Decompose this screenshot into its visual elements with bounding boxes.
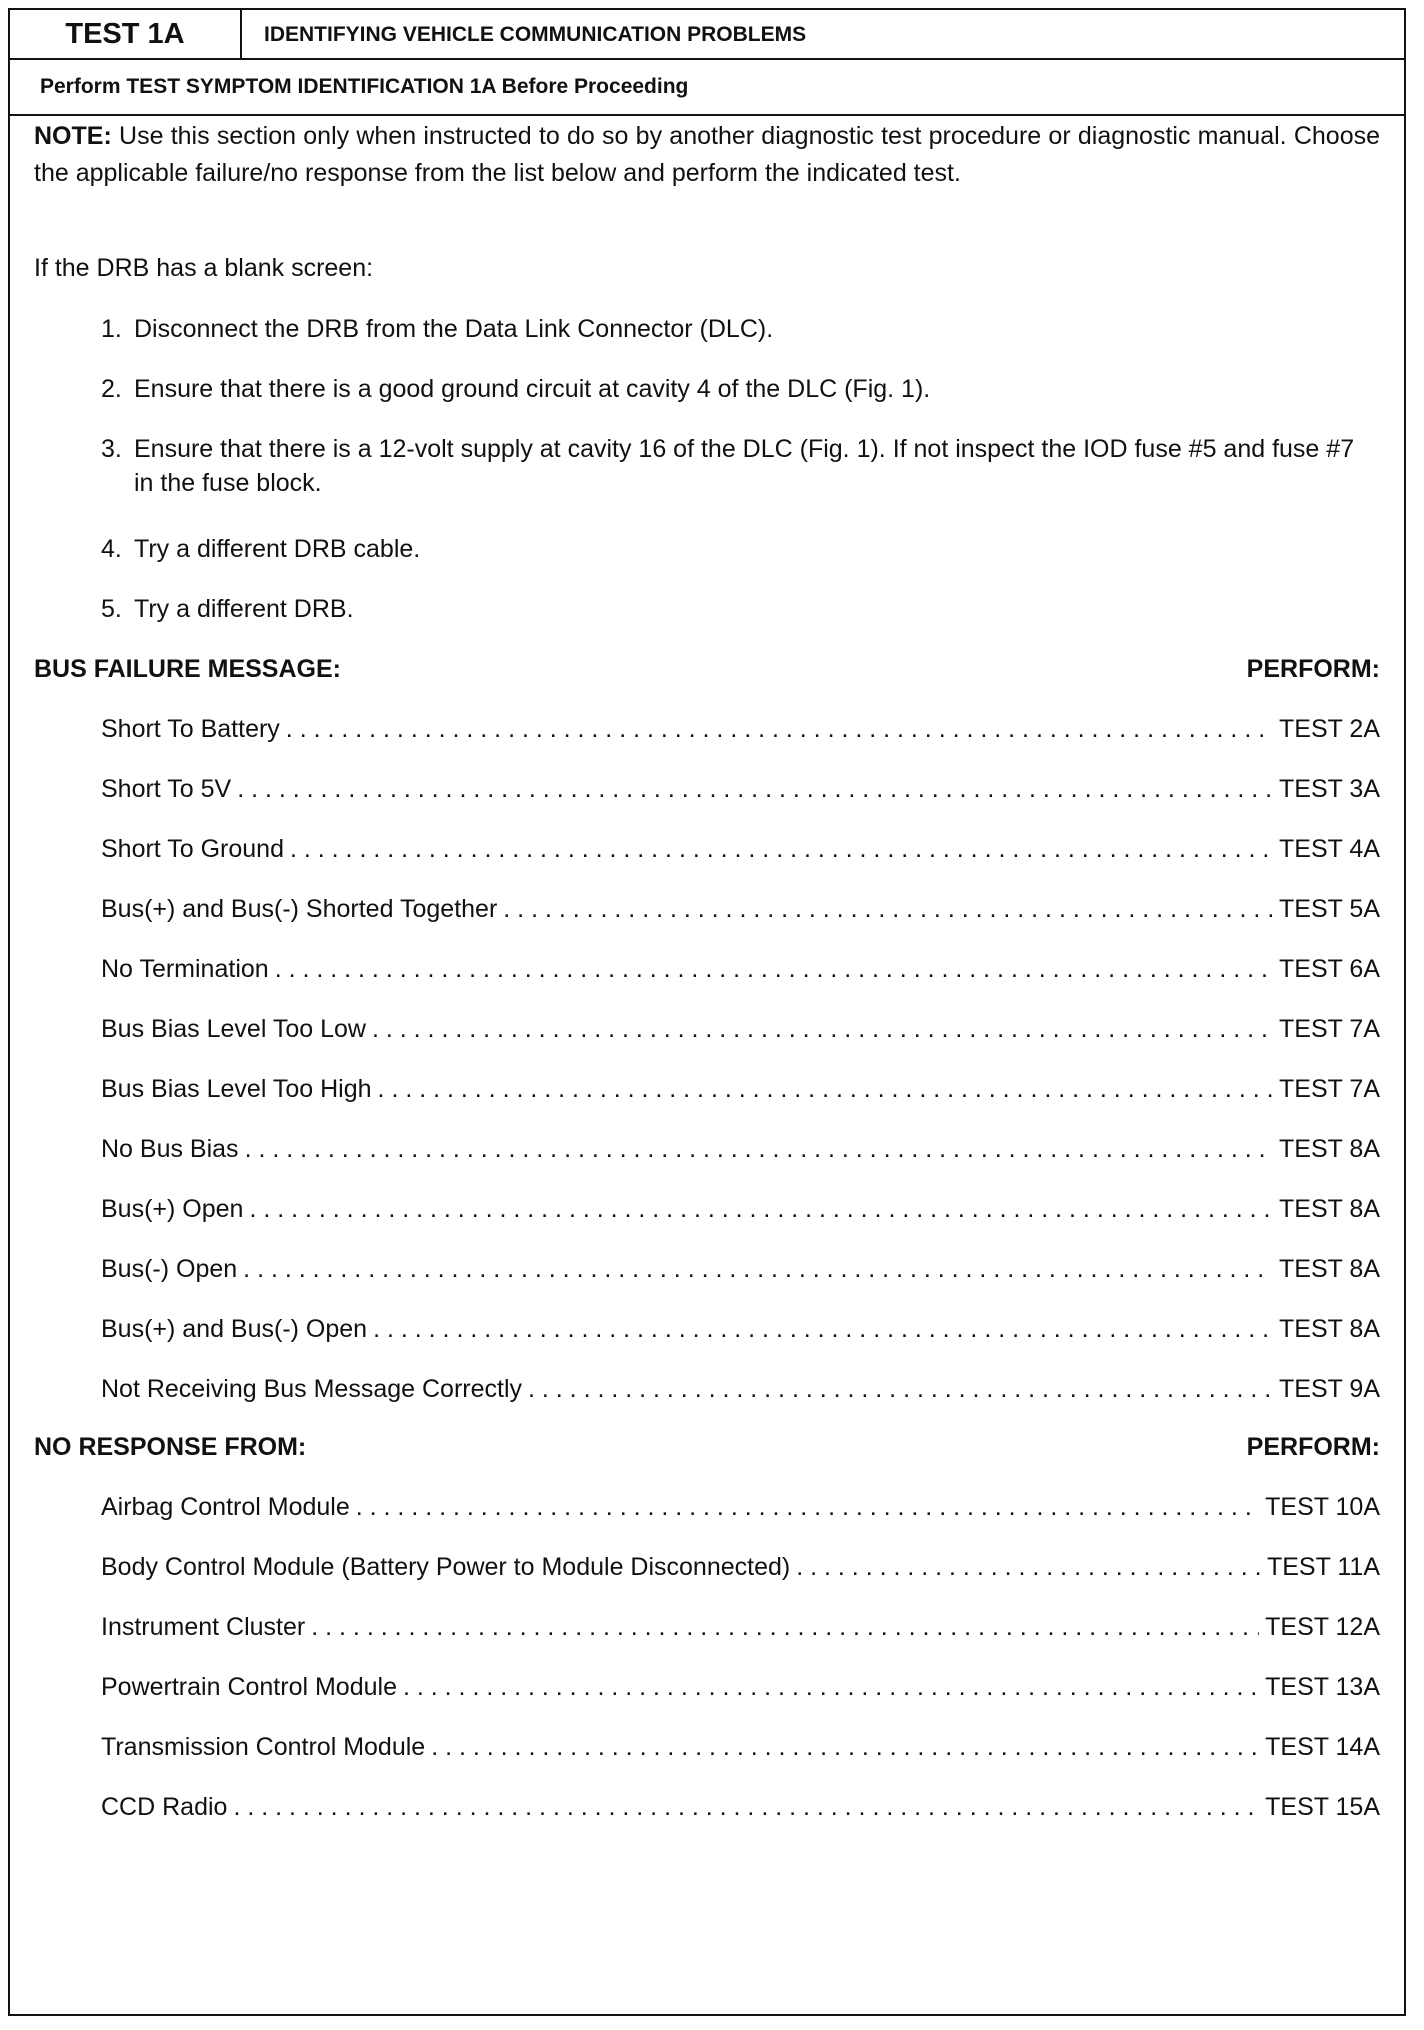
leader-dots xyxy=(237,775,1273,804)
item-label: Bus(+) and Bus(-) Shorted Together xyxy=(101,895,498,923)
list-item xyxy=(101,1075,1380,1104)
item-label: Instrument Cluster xyxy=(101,1613,306,1641)
item-test: TEST 9A xyxy=(1279,1375,1380,1403)
step-number: 3. xyxy=(101,435,122,463)
test-id-cell: TEST 1A xyxy=(10,10,242,58)
item-test: TEST 8A xyxy=(1279,1195,1380,1223)
item-label: Powertrain Control Module xyxy=(101,1673,397,1701)
item-label: Short To 5V xyxy=(101,775,232,803)
leader-dots xyxy=(372,1015,1273,1044)
item-test: TEST 8A xyxy=(1279,1135,1380,1163)
item-label: CCD Radio xyxy=(101,1793,228,1821)
note-paragraph xyxy=(34,118,1380,192)
list-item xyxy=(101,1015,1380,1044)
item-test: TEST 3A xyxy=(1279,775,1380,803)
list-item xyxy=(101,775,1380,804)
leader-dots xyxy=(286,715,1273,744)
section-title: BUS FAILURE MESSAGE: xyxy=(34,655,341,683)
item-label: Bus(+) and Bus(-) Open xyxy=(101,1315,368,1343)
item-test: TEST 6A xyxy=(1279,955,1380,983)
no-response-heading xyxy=(34,1433,1380,1462)
list-item xyxy=(101,1733,1380,1762)
item-test: TEST 7A xyxy=(1279,1075,1380,1103)
note-label: NOTE: xyxy=(34,122,112,150)
item-label: Bus(+) Open xyxy=(101,1195,244,1223)
section-title: NO RESPONSE FROM: xyxy=(34,1433,307,1461)
leader-dots xyxy=(249,1195,1273,1224)
item-test: TEST 13A xyxy=(1265,1673,1380,1701)
item-label: Body Control Module (Battery Power to Module Disconnected) xyxy=(101,1553,791,1581)
item-label: Bus Bias Level Too Low xyxy=(101,1015,366,1043)
leader-dots xyxy=(290,835,1273,864)
step-item xyxy=(101,432,1381,500)
list-item xyxy=(101,1553,1380,1582)
perform-label: PERFORM: xyxy=(1246,1433,1380,1461)
prerequisite-line: Perform TEST SYMPTOM IDENTIFICATION 1A Before Proceeding xyxy=(10,60,1404,116)
item-label: Not Receiving Bus Message Correctly xyxy=(101,1375,522,1403)
leader-dots xyxy=(275,955,1273,984)
item-label: Short To Ground xyxy=(101,835,284,863)
item-label: Short To Battery xyxy=(101,715,280,743)
leader-dots xyxy=(373,1315,1273,1344)
leader-dots xyxy=(243,1255,1273,1284)
step-text: Ensure that there is a good ground circuit at cavity 4 of the DLC (Fig. 1). xyxy=(134,375,931,403)
step-number: 2. xyxy=(101,375,122,403)
list-item xyxy=(101,715,1380,744)
item-test: TEST 5A xyxy=(1279,895,1380,923)
step-item xyxy=(101,592,1381,626)
list-item xyxy=(101,1613,1380,1642)
list-item xyxy=(101,1195,1380,1224)
step-item xyxy=(101,312,1381,346)
blank-screen-intro: If the DRB has a blank screen: xyxy=(34,254,374,282)
leader-dots xyxy=(245,1135,1273,1164)
step-number: 5. xyxy=(101,595,122,623)
test-form-frame xyxy=(8,8,1406,2016)
list-item xyxy=(101,895,1380,924)
leader-dots xyxy=(503,895,1273,924)
perform-label: PERFORM: xyxy=(1246,655,1380,683)
step-text: Try a different DRB cable. xyxy=(134,535,421,563)
leader-dots xyxy=(378,1075,1273,1104)
step-text: Ensure that there is a 12-volt supply at cavity 16 of the DLC (Fig. 1). If not inspect the IOD fuse #5 and fuse #7 in the fuse block. xyxy=(134,435,1355,497)
step-text: Try a different DRB. xyxy=(134,595,354,623)
leader-dots xyxy=(233,1793,1259,1822)
list-item xyxy=(101,1375,1380,1404)
leader-dots xyxy=(403,1673,1259,1702)
item-test: TEST 10A xyxy=(1265,1493,1380,1521)
item-test: TEST 12A xyxy=(1265,1613,1380,1641)
item-label: Airbag Control Module xyxy=(101,1493,350,1521)
leader-dots xyxy=(311,1613,1259,1642)
header-bar xyxy=(10,10,1404,60)
list-item xyxy=(101,955,1380,984)
item-label: No Termination xyxy=(101,955,269,983)
step-number: 1. xyxy=(101,315,122,343)
item-label: Bus(-) Open xyxy=(101,1255,238,1283)
item-test: TEST 14A xyxy=(1265,1733,1380,1761)
step-item xyxy=(101,372,1381,406)
list-item xyxy=(101,1135,1380,1164)
leader-dots xyxy=(431,1733,1259,1762)
item-test: TEST 4A xyxy=(1279,835,1380,863)
item-label: Transmission Control Module xyxy=(101,1733,426,1761)
leader-dots xyxy=(796,1553,1261,1582)
list-item xyxy=(101,1673,1380,1702)
list-item xyxy=(101,1493,1380,1522)
leader-dots xyxy=(356,1493,1259,1522)
bus-failure-heading xyxy=(34,655,1380,684)
item-test: TEST 7A xyxy=(1279,1015,1380,1043)
list-item xyxy=(101,1793,1380,1822)
list-item xyxy=(101,1255,1380,1284)
item-test: TEST 11A xyxy=(1266,1553,1380,1581)
item-test: TEST 8A xyxy=(1279,1255,1380,1283)
step-number: 4. xyxy=(101,535,122,563)
list-item xyxy=(101,835,1380,864)
list-item xyxy=(101,1315,1380,1344)
step-text: Disconnect the DRB from the Data Link Connector (DLC). xyxy=(134,315,774,343)
leader-dots xyxy=(528,1375,1273,1404)
test-title: IDENTIFYING VEHICLE COMMUNICATION PROBLEMS xyxy=(264,23,807,46)
item-test: TEST 15A xyxy=(1265,1793,1380,1821)
note-text: Use this section only when instructed to do so by another diagnostic test procedure or diagnostic manual. Choose the applicable failure/no response from the list below and perform the indicated test. xyxy=(34,122,1380,187)
item-label: Bus Bias Level Too High xyxy=(101,1075,372,1103)
item-label: No Bus Bias xyxy=(101,1135,239,1163)
step-item xyxy=(101,532,1381,566)
item-test: TEST 2A xyxy=(1279,715,1380,743)
item-test: TEST 8A xyxy=(1279,1315,1380,1343)
